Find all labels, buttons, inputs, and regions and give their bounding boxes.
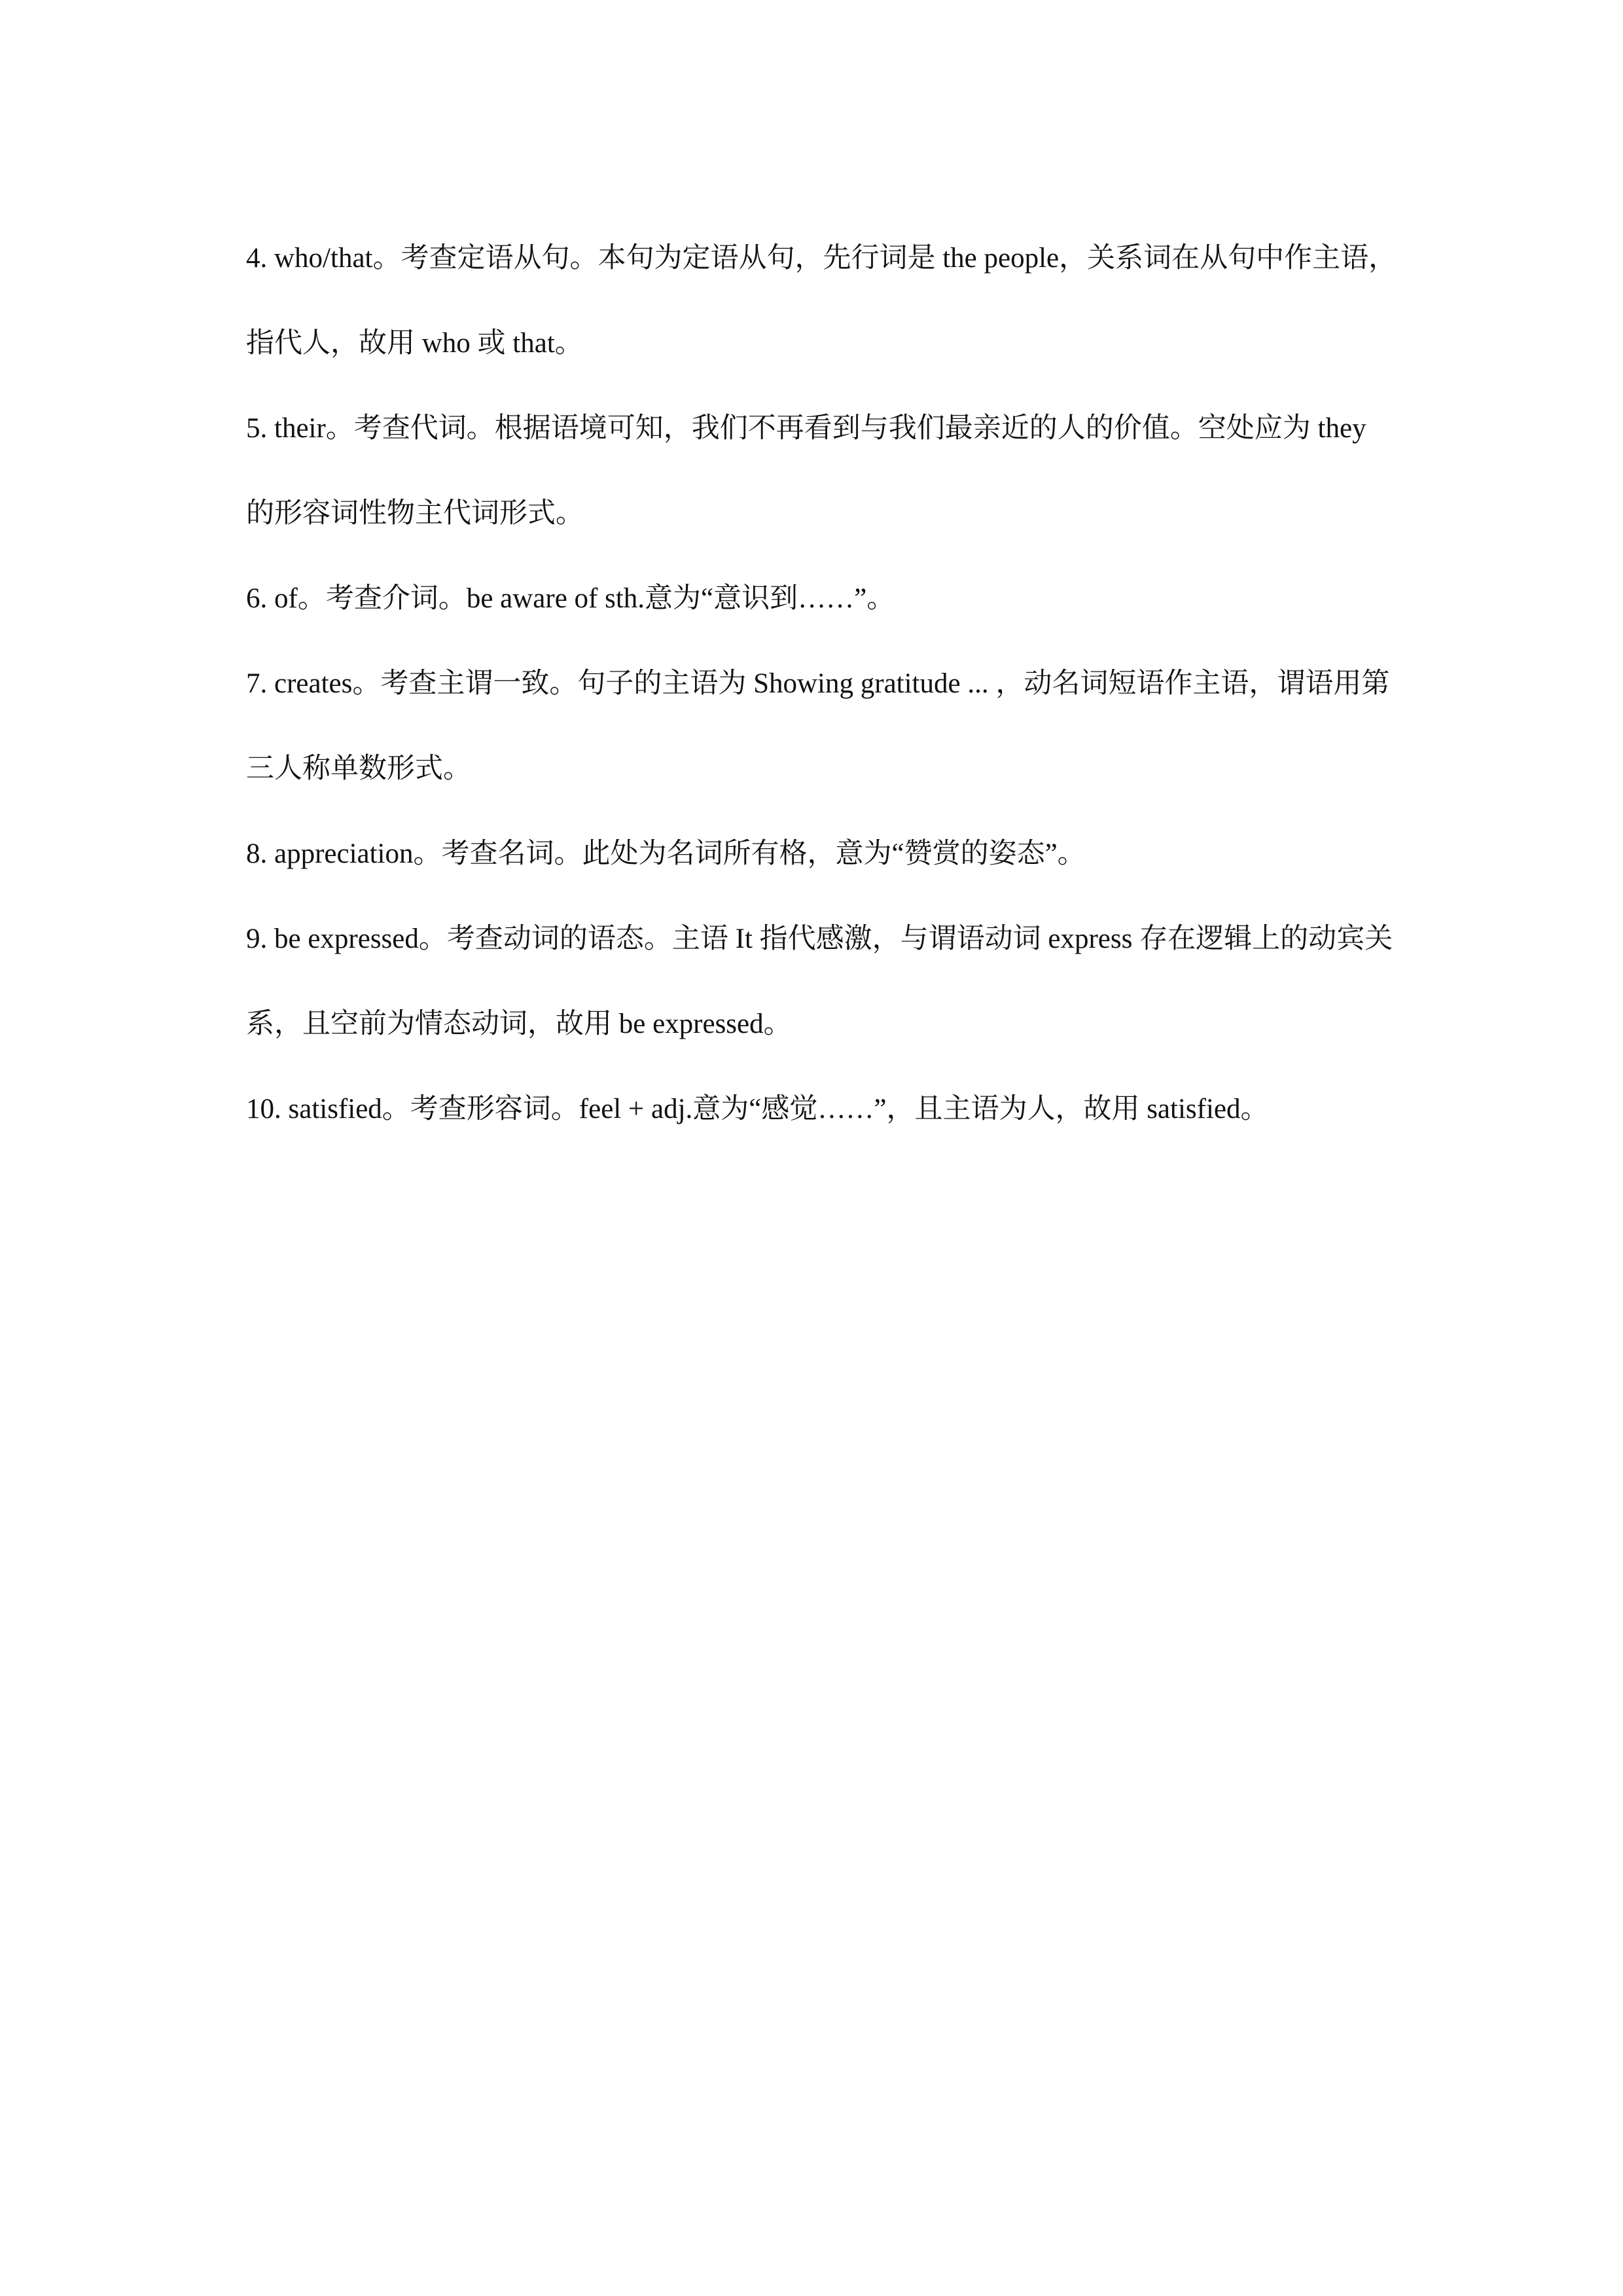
answer-item-8: 8. appreciation。考查名词。此处为名词所有格，意为“赞赏的姿态”。	[246, 838, 1086, 869]
answer-item-5: 5. their。考查代词。根据语境可知，我们不再看到与我们最亲近的人的价值。空处应为 they 的形容词性物主代词形式。	[246, 413, 1366, 529]
answer-item-9: 9. be expressed。考查动词的语态。主语 It 指代感激，与谓语动词 express 存在逻辑上的动宾关系，且空前为情态动词，故用 be expressed。	[246, 924, 1393, 1039]
answer-explanations	[246, 216, 1398, 1152]
answer-item-7: 7. creates。考查主谓一致。句子的主语为 Showing gratitude ... ，动名词短语作主语，谓语用第三人称单数形式。	[246, 668, 1390, 784]
answer-item-6: 6. of。考查介词。be aware of sth.意为“意识到……”。	[246, 583, 895, 614]
answer-item-4: 4. who/that。考查定语从句。本句为定语从句，先行词是 the people，关系词在从句中作主语，指代人，故用 who 或 that。	[246, 243, 1397, 359]
answer-item-10: 10. satisfied。考查形容词。feel + adj.意为“感觉……”，且主语为人，故用 satisfied。	[246, 1094, 1269, 1124]
